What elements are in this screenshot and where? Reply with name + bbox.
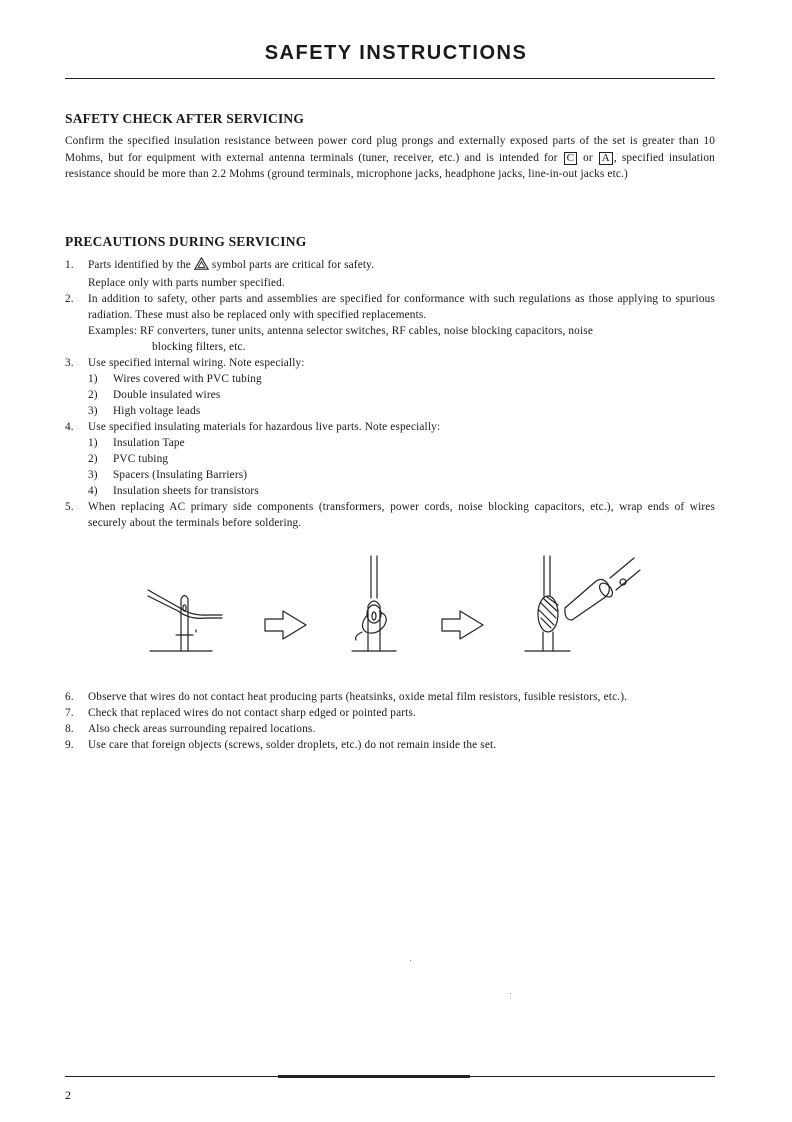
- item-text: Observe that wires do not contact heat producing parts (heatsinks, oxide metal film resistors, fusible resistors, etc.).: [88, 691, 628, 703]
- item-number: 1.: [65, 259, 74, 271]
- or-word: or: [583, 151, 593, 164]
- item-text: [88, 257, 715, 275]
- footer-rule-accent: [278, 1075, 470, 1078]
- soldered-terminal-figure: [525, 556, 640, 651]
- sub-item-text: Double insulated wires: [113, 389, 221, 401]
- sub-item-number: 1): [88, 437, 98, 449]
- terminal-with-wire-figure: [148, 590, 222, 651]
- safety-check-text-2: , specified insulation resistance should be more than 2.2 Mohms (ground terminals, microphone jacks, headphone jacks, line-in-out jacks etc.): [65, 151, 715, 180]
- list-item: [65, 257, 715, 291]
- class-a-box: A: [599, 152, 613, 165]
- sub-list-item: [88, 451, 715, 467]
- item-number: 4.: [65, 421, 74, 433]
- sub-item-number: 3): [88, 405, 98, 417]
- sub-item-number: 1): [88, 373, 98, 385]
- item-number: 6.: [65, 691, 74, 703]
- safety-check-paragraph: [65, 133, 715, 183]
- item-number: 3.: [65, 357, 74, 369]
- scan-speck: [510, 993, 511, 994]
- sub-list-item: [88, 483, 715, 499]
- item-text-pre: Parts identified by the: [88, 259, 191, 271]
- list-item: [65, 721, 715, 737]
- sub-item-text: Spacers (Insulating Barriers): [113, 469, 248, 481]
- sub-item-text: Insulation sheets for transistors: [113, 485, 259, 497]
- hollow-right-arrow-icon: [265, 611, 306, 639]
- item-text: Also check areas surrounding repaired locations.: [88, 723, 316, 735]
- list-item: [65, 419, 715, 499]
- precautions-list-continued: [65, 689, 715, 753]
- sub-list: [88, 435, 715, 499]
- safety-check-text-1: Confirm the specified insulation resistance between power cord plug prongs and externally exposed parts of the set is greater than 10 Mohms, but for equipment with external antenna terminals (tuner, receiver, etc.) and is intended for: [65, 135, 715, 164]
- sub-item-text: PVC tubing: [113, 453, 169, 465]
- sub-list-item: [88, 371, 715, 387]
- item-text-post: symbol parts are critical for safety.: [211, 259, 375, 271]
- title-rule: [65, 78, 715, 79]
- page-title: SAFETY INSTRUCTIONS: [264, 42, 528, 64]
- sub-list-item: [88, 435, 715, 451]
- sub-list-item: [88, 387, 715, 403]
- sub-list: [88, 371, 715, 419]
- item-text: Use specified internal wiring. Note especially:: [88, 357, 305, 369]
- terminal-loop-figure: [352, 556, 396, 651]
- wire-wrapping-illustration: [140, 548, 680, 658]
- class-c-box: C: [564, 152, 578, 165]
- sub-item-text: Wires covered with PVC tubing: [113, 373, 262, 385]
- precautions-heading: PRECAUTIONS DURING SERVICING: [65, 234, 307, 249]
- scan-speck: [410, 960, 411, 961]
- item-text-line2: Replace only with parts number specified.: [88, 277, 285, 289]
- item-number: 7.: [65, 707, 74, 719]
- list-item: [65, 499, 715, 531]
- sub-item-number: 2): [88, 453, 98, 465]
- safety-check-heading: SAFETY CHECK AFTER SERVICING: [65, 111, 305, 126]
- item-number: 5.: [65, 501, 74, 513]
- precautions-list: [65, 257, 715, 531]
- item-text: In addition to safety, other parts and assemblies are specified for conformance with such regulations as those applying to spurious radiation. These must also be replaced only with specified replacements.: [88, 293, 715, 321]
- item-number: 2.: [65, 293, 74, 305]
- item-number: 8.: [65, 723, 74, 735]
- sub-item-text: Insulation Tape: [113, 437, 185, 449]
- item-text: Use care that foreign objects (screws, solder droplets, etc.) do not remain inside the set.: [88, 739, 497, 751]
- sub-list-item: [88, 467, 715, 483]
- list-item: [65, 291, 715, 355]
- item-number: 9.: [65, 739, 74, 751]
- item-examples: Examples: RF converters, tuner units, antenna selector switches, RF cables, noise blocking capacitors, noise: [88, 325, 593, 337]
- sub-item-number: 2): [88, 389, 98, 401]
- page-number: 2: [65, 1088, 71, 1102]
- list-item: [65, 689, 715, 705]
- sub-item-number: 3): [88, 469, 98, 481]
- hollow-right-arrow-icon: [442, 611, 483, 639]
- sub-item-number: 4): [88, 485, 98, 497]
- sub-item-text: High voltage leads: [113, 405, 201, 417]
- sub-list-item: [88, 403, 715, 419]
- list-item: [65, 355, 715, 419]
- item-text: Use specified insulating materials for hazardous live parts. Note especially:: [88, 421, 441, 433]
- list-item: [65, 705, 715, 721]
- item-text: When replacing AC primary side components (transformers, power cords, noise blocking capacitors, etc.), wrap ends of wires securely about the terminals before soldering.: [88, 501, 715, 529]
- warning-triangle-icon: [194, 257, 209, 275]
- item-text: Check that replaced wires do not contact sharp edged or pointed parts.: [88, 707, 416, 719]
- item-examples-cont: blocking filters, etc.: [152, 341, 246, 353]
- list-item: [65, 737, 715, 753]
